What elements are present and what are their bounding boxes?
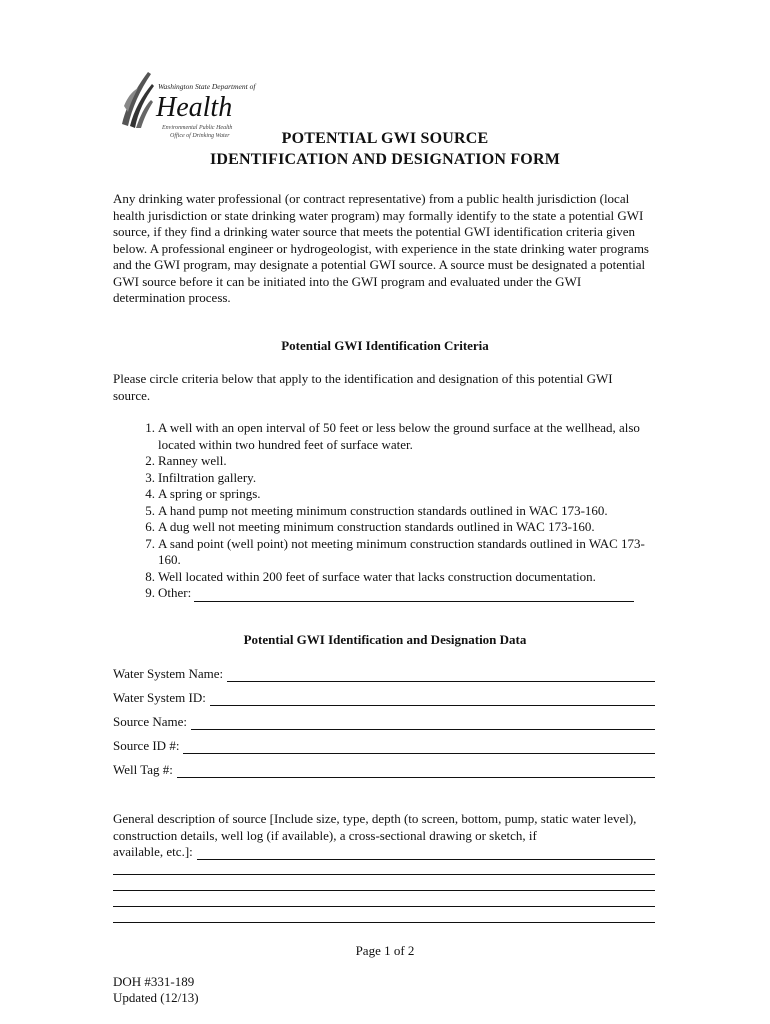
data-heading: Potential GWI Identification and Designation Data [243, 632, 527, 647]
criteria-item[interactable] [113, 420, 658, 453]
criteria-item[interactable] [113, 470, 658, 487]
criteria-item[interactable] [113, 519, 658, 536]
form-title-line-1: POTENTIAL GWI SOURCE [281, 130, 489, 147]
logo-sub-line-1: Environmental Public Health [162, 125, 233, 131]
page-number: Page 1 of 2 [355, 943, 415, 958]
source-id-line[interactable] [183, 741, 655, 754]
description-line-1[interactable] [197, 847, 655, 860]
source-id-field[interactable] [113, 736, 655, 754]
other-blank-line[interactable] [194, 589, 634, 602]
criteria-item-number: 3. [145, 469, 155, 485]
criteria-item-number: 1. [145, 420, 155, 435]
description-label: General description of source [Include size, type, depth (to screen, bottom, pump, static water level), construction details, well log (if available), a cross-sectional drawing or sketch, if [113, 811, 637, 843]
logo-agency-text: Washington State Department of [158, 82, 256, 91]
criteria-item-text: Infiltration gallery. [158, 469, 257, 485]
criteria-item-text: A spring or springs. [158, 486, 261, 501]
criteria-item-number: 5. [145, 502, 155, 518]
criteria-item-text: A hand pump not meeting minimum construction standards outlined in WAC 173-160. [158, 502, 608, 518]
description-line-2[interactable] [113, 874, 655, 875]
criteria-item-text: Well located within 200 feet of surface water that lacks construction documentation. [158, 568, 596, 584]
source-name-line[interactable] [191, 717, 655, 730]
water-system-id-line[interactable] [210, 693, 655, 706]
updated-date: Updated (12/13) [113, 990, 199, 1005]
criteria-heading: Potential GWI Identification Criteria [281, 338, 489, 353]
criteria-item-number: 8. [145, 568, 155, 584]
logo-health-word: Health [156, 92, 233, 123]
criteria-item[interactable] [113, 453, 658, 470]
criteria-item-text: Other: [158, 585, 192, 600]
criteria-item-number: 9. [145, 585, 155, 600]
criteria-item-text: A dug well not meeting minimum construction standards outlined in WAC 173-160. [158, 519, 595, 534]
criteria-item-number: 2. [145, 453, 155, 468]
doc-number: DOH #331-189 [113, 974, 195, 989]
water-system-name-line[interactable] [227, 669, 655, 682]
description-line-3[interactable] [113, 890, 655, 891]
criteria-item-number: 7. [145, 535, 155, 551]
form-title-line-2: IDENTIFICATION AND DESIGNATION FORM [210, 151, 560, 168]
description-field[interactable] [113, 842, 655, 860]
description-line-5[interactable] [113, 922, 655, 923]
criteria-instruction: Please circle criteria below that apply to the identification and designation of this potential GWI source. [113, 371, 613, 403]
intro-paragraph: Any drinking water professional (or contract representative) from a public health jurisdiction (local health jurisdiction or state drinking water program) may formally identify to the state a potential GWI source, if they find a drinking water source that meets the potential GWI identification criteria given below. A professional engineer or hydrogeologist, with experience in the state drinking water programs and the GWI program, may designate a potential GWI source. A source must be designated a potential GWI source before it can be initiated into the GWI program and evaluated under the GWI determination process. [113, 191, 649, 305]
criteria-list [113, 420, 658, 602]
criteria-item-number: 4. [145, 486, 155, 501]
well-tag-label: Well Tag #: [113, 762, 173, 777]
criteria-item-text: A well with an open interval of 50 feet or less below the ground surface at the wellhead, also located within two hundred feet of surface water. [158, 420, 640, 452]
description-line-4[interactable] [113, 906, 655, 907]
criteria-item-number: 6. [145, 519, 155, 534]
criteria-item[interactable] [113, 503, 658, 520]
criteria-item-other[interactable] [113, 585, 658, 602]
source-id-label: Source ID #: [113, 738, 180, 753]
well-tag-line[interactable] [177, 765, 655, 778]
water-system-id-label: Water System ID: [113, 690, 206, 705]
water-system-name-label: Water System Name: [113, 666, 224, 681]
water-system-id-field[interactable] [113, 688, 655, 706]
criteria-item[interactable] [113, 536, 658, 569]
water-system-name-field[interactable] [113, 664, 655, 682]
criteria-item[interactable] [113, 486, 658, 503]
source-name-field[interactable] [113, 712, 655, 730]
description-label-end: available, etc.]: [113, 844, 193, 859]
criteria-item-text: A sand point (well point) not meeting minimum construction standards outlined in WAC 173-160. [158, 535, 645, 567]
criteria-item[interactable] [113, 569, 658, 586]
logo-sub-line-2: Office of Drinking Water [170, 133, 230, 139]
source-name-label: Source Name: [113, 714, 188, 729]
criteria-item-text: Ranney well. [158, 453, 227, 468]
well-tag-field[interactable] [113, 760, 655, 778]
